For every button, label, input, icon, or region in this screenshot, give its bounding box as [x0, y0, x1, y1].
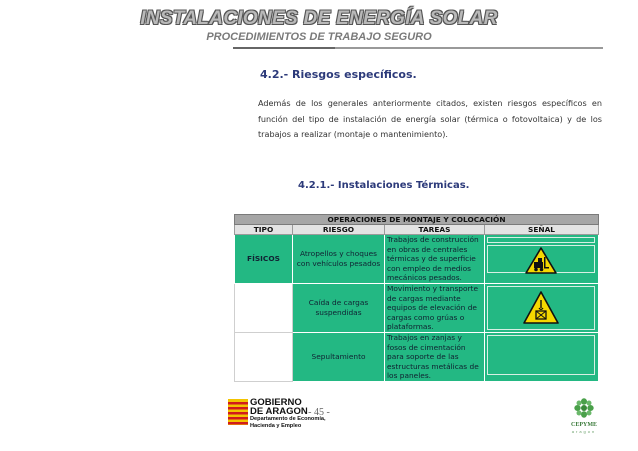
senal-cell	[485, 235, 599, 284]
section-heading: 4.2.- Riesgos específicos.	[260, 68, 417, 81]
cepyme-subtitle: aragon	[571, 429, 597, 434]
table-row	[235, 235, 599, 284]
column-header-senal: SEÑAL	[485, 225, 599, 235]
table-row	[235, 332, 599, 381]
senal-cell	[485, 332, 599, 381]
table-row	[235, 283, 599, 332]
document-subtitle: PROCEDIMIENTOS DE TRABAJO SEGURO	[206, 31, 432, 43]
tareas-cell: Movimiento y transporte de cargas mediante equipos de elevación de cargas como grúas o plataformas.	[385, 283, 485, 332]
riesgo-cell: Caída de cargas suspendidas	[293, 283, 385, 332]
risk-table	[234, 214, 599, 382]
subsection-heading: 4.2.1.- Instalaciones Térmicas.	[298, 180, 470, 191]
forklift-warning-icon	[524, 246, 558, 274]
tipo-cell-empty	[235, 332, 293, 381]
table-caption: OPERACIONES DE MONTAJE Y COLOCACIÓN	[235, 215, 599, 225]
senal-grid-line	[487, 237, 595, 243]
senal-cell	[485, 283, 599, 332]
riesgo-cell: Sepultamiento	[293, 332, 385, 381]
cepyme-logo	[566, 398, 602, 438]
logo-name: GOBIERNO DE ARAGON	[250, 397, 308, 417]
suspended-load-warning-icon	[522, 289, 560, 327]
senal-grid-line	[487, 335, 595, 375]
section-paragraph: Además de los generales anteriormente citados, existen riesgos específicos en función del tipo de instalación de energía solar (térmica o fotovoltaica) y de los trabajos a realizar (montaje o mantenimiento).	[258, 98, 602, 139]
logo-department: Departamento de Economía, Hacienda y Empleo	[250, 416, 326, 429]
cepyme-emblem-icon	[571, 398, 597, 418]
page-number: - 45 -	[308, 407, 330, 418]
header-rule-right	[335, 47, 603, 49]
tareas-cell: Trabajos en zanjas y fosos de cimentación para soporte de las estructuras metálicas de los paneles.	[385, 332, 485, 381]
column-header-tareas: TAREAS	[385, 225, 485, 235]
riesgo-cell: Atropellos y choques con vehículos pesados	[293, 235, 385, 284]
document-title: INSTALACIONES DE ENERGÍA SOLAR	[140, 8, 498, 29]
tipo-cell: FÍSICOS	[235, 235, 293, 284]
cepyme-name: CEPYME	[571, 422, 597, 428]
tipo-cell-empty	[235, 283, 293, 332]
header-rule-left	[233, 47, 335, 49]
tareas-cell: Trabajos de construcción en obras de centrales térmicas y de superficie con empleo de medios mecánicos pesados.	[385, 235, 485, 284]
column-header-tipo: TIPO	[235, 225, 293, 235]
column-header-riesgo: RIESGO	[293, 225, 385, 235]
